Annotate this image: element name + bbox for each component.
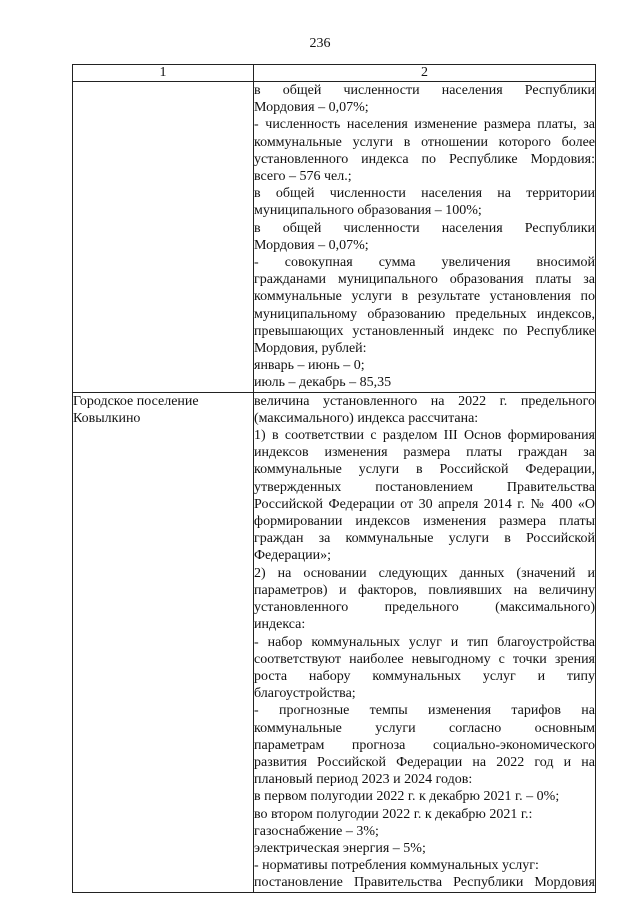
- text-line: всего – 576 чел.;: [254, 169, 352, 185]
- text-line: установленного предельного (максимального): [254, 600, 595, 616]
- column-header-1: 1: [73, 65, 254, 82]
- municipality-name-line: Городское поселение: [73, 393, 199, 409]
- text-line: коммунальные услуги в отношении которого более: [254, 134, 595, 150]
- text-line: коммунальные услуги в Российской Федерации,: [254, 462, 595, 478]
- text-line: коммунальные услуги в результате установления по: [254, 289, 595, 305]
- text-line: граждан за коммунальные услуги в Российской: [254, 531, 595, 547]
- text-line: постановление Правительства Республики Мордовия: [254, 875, 595, 891]
- text-line: электрическая энергия – 5%;: [254, 840, 426, 856]
- text-line: - численность населения изменение размера платы, за: [254, 117, 595, 133]
- column-header-2: 2: [254, 65, 596, 82]
- text-line: соответствуют наиболее невыгодному с точки зрения: [254, 651, 595, 667]
- text-line: газоснабжение – 3%;: [254, 823, 379, 839]
- text-line: 2) на основании следующих данных (значений и: [254, 565, 595, 581]
- text-line: июль – декабрь – 85,35: [254, 375, 392, 391]
- text-line: Мордовия – 0,07%;: [254, 100, 369, 116]
- table-header-row: [73, 65, 596, 82]
- text-line: благоустройства;: [254, 686, 356, 702]
- table-row: [73, 392, 596, 892]
- text-line: превышающих установленный индекс по Республике: [254, 323, 595, 339]
- text-line: в общей численности населения Республики: [254, 83, 595, 98]
- row1-description-cell: [254, 82, 596, 393]
- text-line: в общей численности населения Республики: [254, 220, 595, 236]
- text-line: муниципальному образованию предельных индексов,: [254, 306, 595, 322]
- text-line: январь – июнь – 0;: [254, 358, 365, 374]
- text-line: муниципального образования – 100%;: [254, 203, 482, 219]
- text-line: утвержденных постановлением Правительства: [254, 479, 595, 495]
- text-line: индекса:: [254, 617, 306, 633]
- row2-municipality-cell: [73, 392, 254, 892]
- text-line: гражданами муниципального образования платы за: [254, 272, 595, 288]
- text-line: плановый период 2023 и 2024 годов:: [254, 772, 473, 788]
- text-line: (максимального) индекса рассчитана:: [254, 410, 479, 426]
- text-line: коммунальные услуги согласно основным: [254, 720, 595, 736]
- text-line: величина установленного на 2022 г. предельного: [254, 393, 595, 409]
- text-line: Российской Федерации от 30 апреля 2014 г. № 400 «О: [254, 496, 595, 512]
- text-line: Мордовия – 0,07%;: [254, 237, 369, 253]
- text-line: - набор коммунальных услуг и тип благоустройства: [254, 634, 595, 650]
- text-line: - прогнозные темпы изменения тарифов на: [254, 703, 595, 719]
- text-line: Федерации»;: [254, 548, 332, 564]
- text-line: формировании индексов изменения размера платы: [254, 514, 595, 530]
- text-line: роста набору коммунальных услуг и типу: [254, 668, 595, 684]
- text-line: индексов изменения размера платы граждан за: [254, 445, 595, 461]
- text-line: развития Российской Федерации на 2022 год и на: [254, 754, 595, 770]
- row2-description-cell: [254, 392, 596, 892]
- text-line: 1) в соответствии с разделом III Основ формирования: [254, 428, 595, 444]
- table-row: [73, 82, 596, 393]
- text-line: в общей численности населения на территории: [254, 186, 595, 202]
- text-line: Мордовия, рублей:: [254, 341, 367, 357]
- text-line: установленного индекса по Республике Мордовия:: [254, 151, 595, 167]
- text-line: - нормативы потребления коммунальных услуг:: [254, 858, 539, 874]
- municipality-name-line: Ковылкино: [73, 410, 141, 426]
- text-line: - совокупная сумма увеличения вносимой: [254, 255, 595, 271]
- text-line: во втором полугодии 2022 г. к декабрю 2021 г.:: [254, 806, 533, 822]
- text-line: в первом полугодии 2022 г. к декабрю 2021 г. – 0%;: [254, 789, 560, 805]
- page-number: 236: [309, 36, 331, 51]
- document-table: [72, 64, 596, 893]
- row1-municipality-cell: [73, 82, 254, 393]
- text-line: параметров) и факторов, повлиявших на величину: [254, 582, 595, 598]
- text-line: параметрам прогноза социально-экономического: [254, 737, 595, 753]
